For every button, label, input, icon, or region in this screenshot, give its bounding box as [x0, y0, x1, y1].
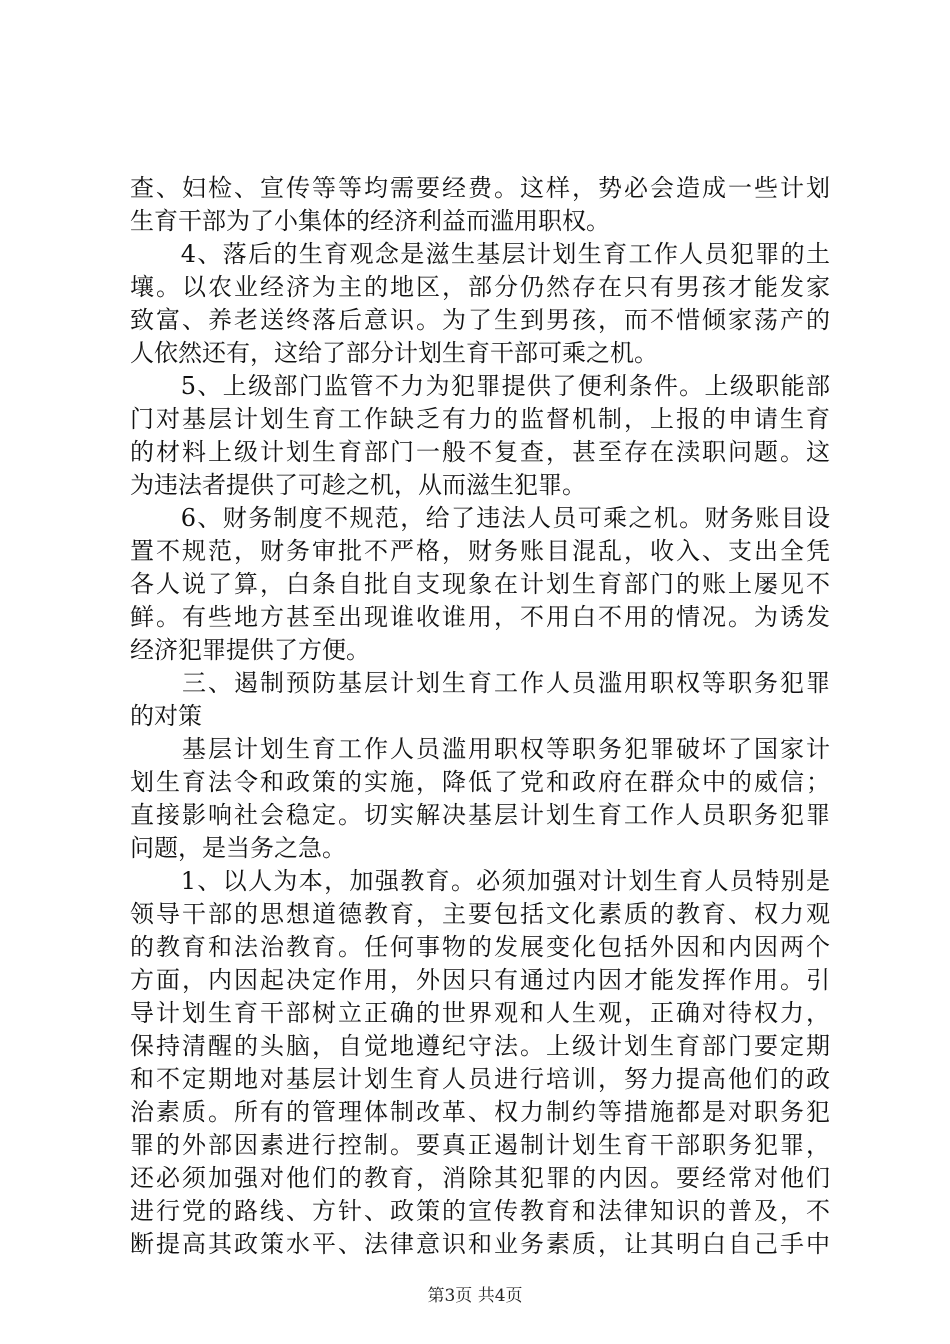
text-line: 还必须加强对他们的教育，消除其犯罪的内因。要经常对他们	[130, 1164, 830, 1192]
text-line: 方面，内因起决定作用，外因只有通过内因才能发挥作用。引	[130, 966, 830, 994]
text-line: 的材料上级计划生育部门一般不复查，甚至存在渎职问题。这	[130, 438, 830, 466]
text-line: 各人说了算，白条自批自支现象在计划生育部门的账上屡见不	[130, 570, 830, 598]
text-line: 基层计划生育工作人员滥用职权等职务犯罪破坏了国家计	[130, 735, 830, 763]
text-line: 划生育法令和政策的实施，降低了党和政府在群众中的威信；	[130, 768, 830, 796]
text-line: 生育干部为了小集体的经济利益而滥用职权。	[130, 207, 610, 235]
text-line: 问题，是当务之急。	[130, 834, 346, 862]
text-line: 治素质。所有的管理体制改革、权力制约等措施都是对职务犯	[130, 1098, 830, 1126]
page-footer	[0, 1281, 950, 1306]
text-line: 人依然还有，这给了部分计划生育干部可乘之机。	[130, 339, 658, 367]
text-line: 1、以人为本，加强教育。必须加强对计划生育人员特别是	[130, 867, 830, 895]
text-line: 和不定期地对基层计划生育人员进行培训，努力提高他们的政	[130, 1065, 830, 1093]
text-line: 为违法者提供了可趁之机，从而滋生犯罪。	[130, 471, 586, 499]
text-line: 致富、养老送终落后意识。为了生到男孩，而不惜倾家荡产的	[130, 306, 830, 334]
text-line: 5、上级部门监管不力为犯罪提供了便利条件。上级职能部	[130, 372, 830, 400]
text-line: 断提高其政策水平、法律意识和业务素质，让其明白自己手中	[130, 1230, 830, 1258]
text-line: 保持清醒的头脑，自觉地遵纪守法。上级计划生育部门要定期	[130, 1032, 830, 1060]
text-line: 经济犯罪提供了方便。	[130, 636, 370, 664]
text-line: 导计划生育干部树立正确的世界观和人生观，正确对待权力，	[130, 999, 830, 1027]
text-line: 三、遏制预防基层计划生育工作人员滥用职权等职务犯罪	[130, 669, 830, 697]
text-line: 壤。以农业经济为主的地区，部分仍然存在只有男孩才能发家	[130, 273, 830, 301]
text-line: 鲜。有些地方甚至出现谁收谁用，不用白不用的情况。为诱发	[130, 603, 830, 631]
text-line: 领导干部的思想道德教育，主要包括文化素质的教育、权力观	[130, 900, 830, 928]
text-line: 的对策	[130, 702, 202, 730]
text-line: 直接影响社会稳定。切实解决基层计划生育工作人员职务犯罪	[130, 801, 830, 829]
text-line: 进行党的路线、方针、政策的宣传教育和法律知识的普及，不	[130, 1197, 830, 1225]
page-number: 第3页 共4页	[427, 1286, 523, 1306]
text-line: 4、落后的生育观念是滋生基层计划生育工作人员犯罪的土	[130, 240, 830, 268]
text-line: 查、妇检、宣传等等均需要经费。这样，势必会造成一些计划	[130, 174, 830, 202]
text-line: 门对基层计划生育工作缺乏有力的监督机制，上报的申请生育	[130, 405, 830, 433]
text-line: 置不规范，财务审批不严格，财务账目混乱，收入、支出全凭	[130, 537, 830, 565]
text-line: 6、财务制度不规范，给了违法人员可乘之机。财务账目设	[130, 504, 830, 532]
document-body	[130, 172, 830, 1261]
text-line: 罪的外部因素进行控制。要真正遏制计划生育干部职务犯罪，	[130, 1131, 830, 1159]
text-line: 的教育和法治教育。任何事物的发展变化包括外因和内因两个	[130, 933, 830, 961]
